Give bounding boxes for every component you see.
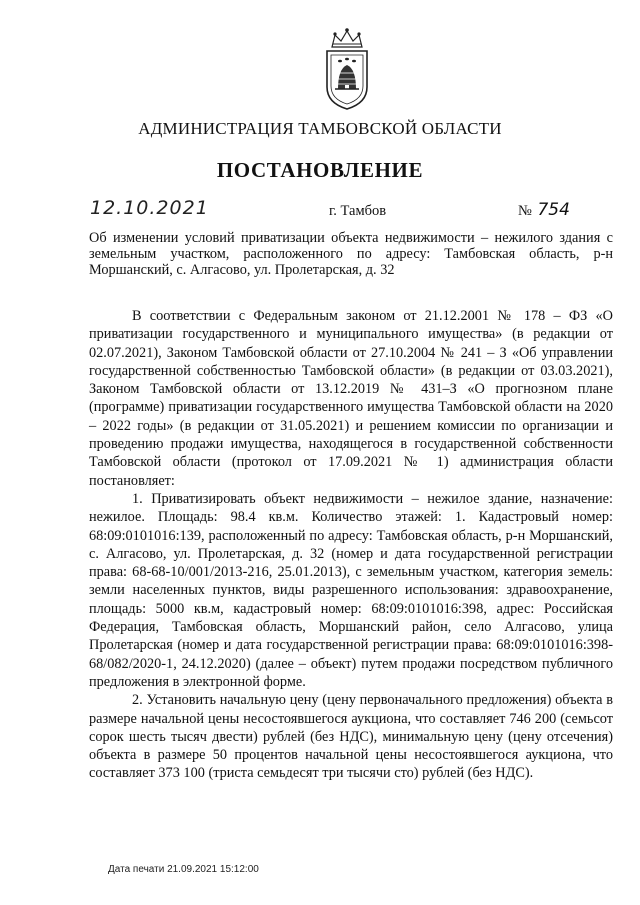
document-body [89,307,613,783]
organization-name: АДМИНИСТРАЦИЯ ТАМБОВСКОЙ ОБЛАСТИ [138,119,502,138]
number-label: № [518,203,532,219]
coat-of-arms-icon [322,27,372,113]
print-date-footer: Дата печати 21.09.2021 15:12:00 [108,864,259,875]
document-number [518,200,570,220]
paragraph-item-2: 2. Установить начальную цену (цену первоначального предложения) объекта в размере начальной цены несостоявшегося аукциона, что составляет 746 200 (семьсот сорок шесть тысяч двести) рублей (без НДС), минимальную цену (цену отсечения) объекта в размере 50 процентов начальной цены несостоявшегося аукциона, что составляет 373 100 (триста семьдесят три тысячи сто) рублей (без НДС). [89,692,613,782]
number-value: 754 [537,200,570,220]
document-subject: Об изменении условий приватизации объекта недвижимости – нежилого здания с земельным участком, расположенного по адресу: Тамбовская область, р-н Моршанский, с. Алгасово, ул. Пролетарская, д. 32 [89,230,613,278]
document-type-title: ПОСТАНОВЛЕНИЕ [216,158,424,182]
document-city: г. Тамбов [329,203,387,219]
document-date: 12.10.2021 [90,197,209,219]
paragraph-item-1: 1. Приватизировать объект недвижимости – нежилое здание, назначение: нежилое. Площадь: 98.4 кв.м. Количество этажей: 1. Кадастровый номер: 68:09:0101016:139, расположенный по адресу: Тамбовская область, р-н Моршанский, с. Алгасово, ул. Пролетарская, д. 32 (номер и дата государственной регистрации права: 68-68-10/001/2013-216, 25.01.2013), с земельным участком, категория земель: земли населенных пунктов, виды разрешенного использования: здравоохранение, площадь: 5000 кв.м, кадастровый номер: 68:09:0101016:398, адрес: Российская Федерация, Тамбовская область, Моршанский район, село Алгасово, улица Пролетарская (номер и дата государственной регистрации права: 68:09:0101016:398-68/082/2020-1, 24.12.2020) (далее – объект) путем продажи посредством публичного предложения в электронной форме. [89,490,613,690]
paragraph-preamble: В соответствии с Федеральным законом от 21.12.2001 № 178 – ФЗ «О приватизации государственного и муниципального имущества» (в редакции от 02.07.2021), Законом Тамбовской области от 27.10.2004 № 241 – З «Об управлении государственной собственностью Тамбовской области» (в редакции от 03.03.2021), Законом Тамбовской области от 13.12.2019 № 431–З «О прогнозном плане (программе) приватизации государственного имущества Тамбовской области на 2020 – 2022 годы» (в редакции от 31.05.2021) и решением комиссии по организации и проведению продажи имущества, находящегося в государственной собственности Тамбовской области (протокол от 17.09.2021 № 1) администрация области постановляет: [89,308,613,489]
